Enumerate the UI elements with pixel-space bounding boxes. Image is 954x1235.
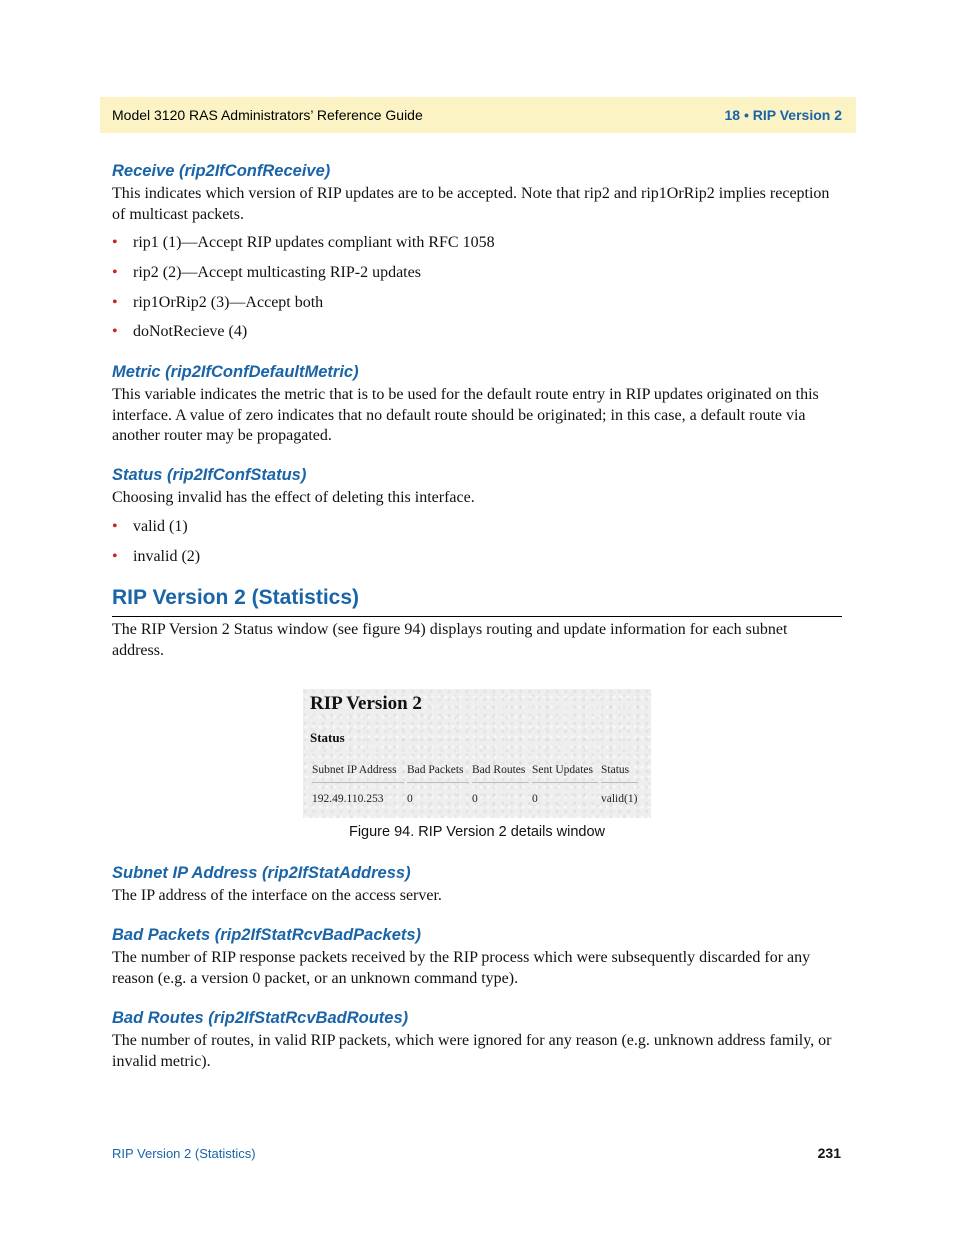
figure-status-label: Status — [310, 730, 345, 745]
bullet-icon: • — [112, 234, 118, 251]
heading-subnet: Subnet IP Address (rip2IfStatAddress) — [112, 864, 411, 882]
column-underline — [601, 782, 638, 783]
column-header: Bad Packets — [407, 764, 464, 776]
running-header — [100, 97, 856, 133]
paragraph-metric: This variable indicates the metric that is to be used for the default route entry in RIP updates originated on this interface. A value of zero indicates that no default route should be originated; in this case, a default route via another router may be propagated. — [112, 386, 819, 444]
column-header: Bad Routes — [472, 764, 526, 776]
heading-metric: Metric (rip2IfConfDefaultMetric) — [112, 363, 359, 381]
page-number: 231 — [817, 1145, 841, 1161]
heading-statistics: RIP Version 2 (Statistics) — [112, 586, 360, 609]
column-underline — [312, 782, 404, 783]
paragraph-receive: This indicates which version of RIP updates are to be accepted. Note that rip2 and rip1OrRip2 implies reception of multicast packets. — [112, 185, 830, 223]
column-underline — [532, 782, 598, 783]
heading-bad-routes: Bad Routes (rip2IfStatRcvBadRoutes) — [112, 1009, 409, 1027]
list-item: • invalid (2) — [112, 548, 201, 565]
header-guide-title: Model 3120 RAS Administrators’ Reference Guide — [112, 107, 423, 123]
bullet-icon: • — [112, 323, 118, 340]
column-header: Subnet IP Address — [312, 764, 397, 776]
list-item: • rip1OrRip2 (3)—Accept both — [112, 294, 324, 311]
figure-window-title: RIP Version 2 — [310, 693, 422, 714]
bullet-icon: • — [112, 518, 118, 535]
paragraph-bad-packets: The number of RIP response packets received by the RIP process which were subsequently discarded for any reason (e.g. a version 0 packet, or an unknown command type). — [112, 949, 811, 987]
heading-status: Status (rip2IfConfStatus) — [112, 466, 307, 484]
column-underline — [472, 782, 529, 783]
bullet-icon: • — [112, 548, 118, 565]
column-underline — [407, 782, 469, 783]
list-item: • doNotRecieve (4) — [112, 323, 248, 340]
section-divider — [112, 616, 842, 617]
list-item: • rip1 (1)—Accept RIP updates compliant with RFC 1058 — [112, 234, 495, 251]
table-cell: 0 — [472, 793, 478, 805]
figure-caption: Figure 94. RIP Version 2 details window — [348, 824, 606, 840]
bullet-icon: • — [112, 294, 118, 311]
paragraph-status: Choosing invalid has the effect of deleting this interface. — [112, 489, 475, 506]
paragraph-subnet: The IP address of the interface on the access server. — [112, 887, 442, 904]
heading-receive: Receive (rip2IfConfReceive) — [112, 162, 331, 180]
header-chapter: 18 • RIP Version 2 — [724, 107, 842, 123]
bullet-icon: • — [112, 264, 118, 281]
rip-status-screenshot — [303, 689, 651, 818]
column-header: Sent Updates — [532, 764, 594, 776]
list-item: • valid (1) — [112, 518, 188, 535]
table-cell: 192.49.110.253 — [312, 793, 384, 805]
table-cell: 0 — [532, 793, 538, 805]
heading-bad-packets: Bad Packets (rip2IfStatRcvBadPackets) — [112, 926, 422, 944]
table-cell: valid(1) — [601, 793, 638, 805]
column-header: Status — [601, 764, 630, 776]
paragraph-statistics: The RIP Version 2 Status window (see figure 94) displays routing and update information for each subnet address. — [112, 621, 788, 659]
list-item: • rip2 (2)—Accept multicasting RIP-2 updates — [112, 264, 421, 281]
paragraph-bad-routes: The number of routes, in valid RIP packets, which were ignored for any reason (e.g. unknown address family, or invalid metric). — [112, 1032, 832, 1070]
footer-section-title: RIP Version 2 (Statistics) — [112, 1146, 256, 1161]
table-cell: 0 — [407, 793, 413, 805]
